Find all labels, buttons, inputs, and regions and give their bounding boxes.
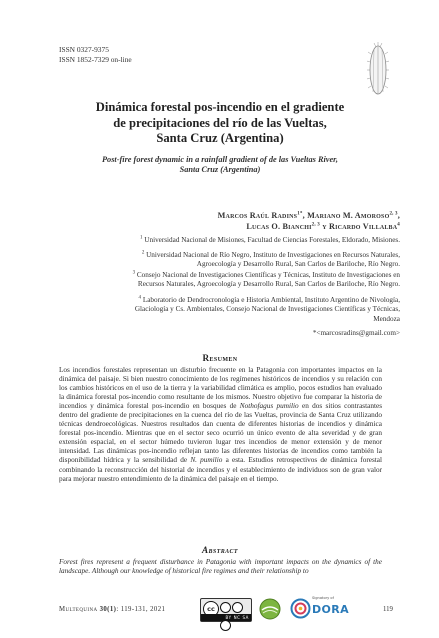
green-seal-icon: [258, 598, 282, 620]
author-name: Marcos Raúl Radins: [217, 211, 298, 220]
dora-signatory-text: Signatory of: [312, 596, 334, 600]
dora-circle-icon: [290, 598, 311, 619]
issn-print: ISSN 0327-9375: [59, 45, 109, 54]
dora-signatory-logo[interactable]: [290, 596, 350, 622]
creative-commons-license-icon[interactable]: [200, 598, 252, 622]
abstract-heading: Abstract: [201, 545, 238, 555]
journal-citation: [59, 606, 165, 613]
cc-sa-icon: [220, 620, 231, 631]
correspondence-email[interactable]: *<marcosradins@gmail.com>: [312, 329, 400, 337]
author-name: Lucas O. Bianchi: [246, 222, 312, 231]
cc-nc-icon: [232, 602, 243, 613]
author-affiliation-mark: 2, 3: [311, 222, 320, 228]
article-subtitle-english: Post-fire forest dynamic in a rainfall gradient of de las Vueltas River, Santa Cruz (Argentina): [101, 155, 338, 174]
species-name: N. pumilio: [190, 456, 223, 465]
journal-pages: : 119-131, 2021: [116, 606, 166, 613]
author-list: Marcos Raúl Radins$^{1*}$, Mariano M. Amoroso$^{2, 3}$, Lucas O. Bianchi$^{2, 3}$ y Ricardo Villalba$^4$: [217, 211, 400, 231]
resumen-heading: Resumen: [202, 353, 238, 363]
article-title: Dinámica forestal pos-incendio en el gradiente de precipitaciones del río de las Vueltas, Santa Cruz (Argentina): [95, 100, 345, 145]
cc-logo-icon: cc: [203, 601, 219, 617]
author-joiner: y: [322, 222, 327, 231]
journal-volume: 30(1): [99, 606, 117, 613]
affiliation-2: $^2$ Universidad Nacional de Río Negro, Instituto de Investigaciones en Recursos Naturales, Agroecología y Desarrollo Rural, San Carlos de Bariloche, Río Negro.: [141, 250, 400, 269]
species-name: Nothofagus pumilio: [239, 402, 299, 411]
resumen-body: Los incendios forestales representan un disturbio frecuente en la Patagonia con importantes impactos en la dinámica del paisaje. Si bien nuestro conocimiento de los regímenes históricos de incendios y su relación con los cambios históricos en el uso de la tierra y la variabilidad climática es amplio, pocos estudios han evaluado la dinámica forestal pos-incendio como resultante de los mismos. Nuestro objetivo fue comparar la historia de incendios y dinámica forestal pos-incendio en bosques de Nothofagus pumilio en dos sitios contrastantes dentro del gradiente de precipitaciones en la cuenca del río de las Vueltas, provincia de Santa Cruz utilizando técnicas dendroecológicas. Nuestros resultados dan cuenta de diferentes historias de incendios y dinámica forestal pos-incendio. Mientras que en el sector seco ocurrió un único evento de alta severidad y de gran extensión espacial, en el sector húmedo tuvieron lugar tres incendios de menor extensión y de menor intensidad. Las dinámicas pos-incendio reflejan tanto las diferentes historias de incendios como también la disponibilidad hídrica y la sensibilidad de N. pumilio a esta. Estudios retrospectivos de dinámica forestal combinando la reconstrucción del historial de incendios y el establecimiento de individuos son de gran valor para mejorar nuestro entendimiento de la dinámica del paisaje en el tiempo.: [59, 366, 383, 483]
cactus-logo-icon: [366, 40, 390, 98]
author-name: Ricardo Villalba: [329, 222, 398, 231]
author-affiliation-mark: 4: [397, 222, 400, 228]
author-affiliation-mark: 2, 3: [389, 211, 398, 217]
cc-by-icon: [220, 602, 231, 613]
abstract-body: Forest fires represent a frequent disturbance in Patagonia with important impacts on the dynamics of the landscape. Although our knowledge of historical fire regimes and their relationship to: [59, 558, 382, 576]
issn-online: ISSN 1852-7329 on-line: [59, 55, 132, 64]
author-affiliation-mark: 1*: [297, 211, 303, 217]
page-number: 119: [383, 606, 393, 613]
issn-block: [59, 45, 132, 65]
author-name: Mariano M. Amoroso: [307, 211, 390, 220]
cc-license-labels: BY NC SA: [225, 615, 249, 620]
affiliation-3: $^3$ Consejo Nacional de Investigaciones Científicas y Técnicas, Instituto de Investigaciones en Recursos Naturales, Agroecología y Desarrollo Rural, San Carlos de Bariloche, Río Negro.: [132, 270, 400, 289]
affiliation-4: $^4$ Laboratorio de Dendrocronología e Historia Ambiental, Instituto Argentino de Nivología, Glaciología y Cs. Ambientales, Consejo Nacional de Investigaciones Científicas y Técnicas, Mendoza: [134, 295, 400, 323]
affiliation-1: $^1$ Universidad Nacional de Misiones, Facultad de Ciencias Forestales, Eldorado, Misiones.: [140, 235, 400, 244]
journal-name: Multequina: [59, 606, 98, 613]
dora-wordmark: DORA: [312, 603, 350, 616]
